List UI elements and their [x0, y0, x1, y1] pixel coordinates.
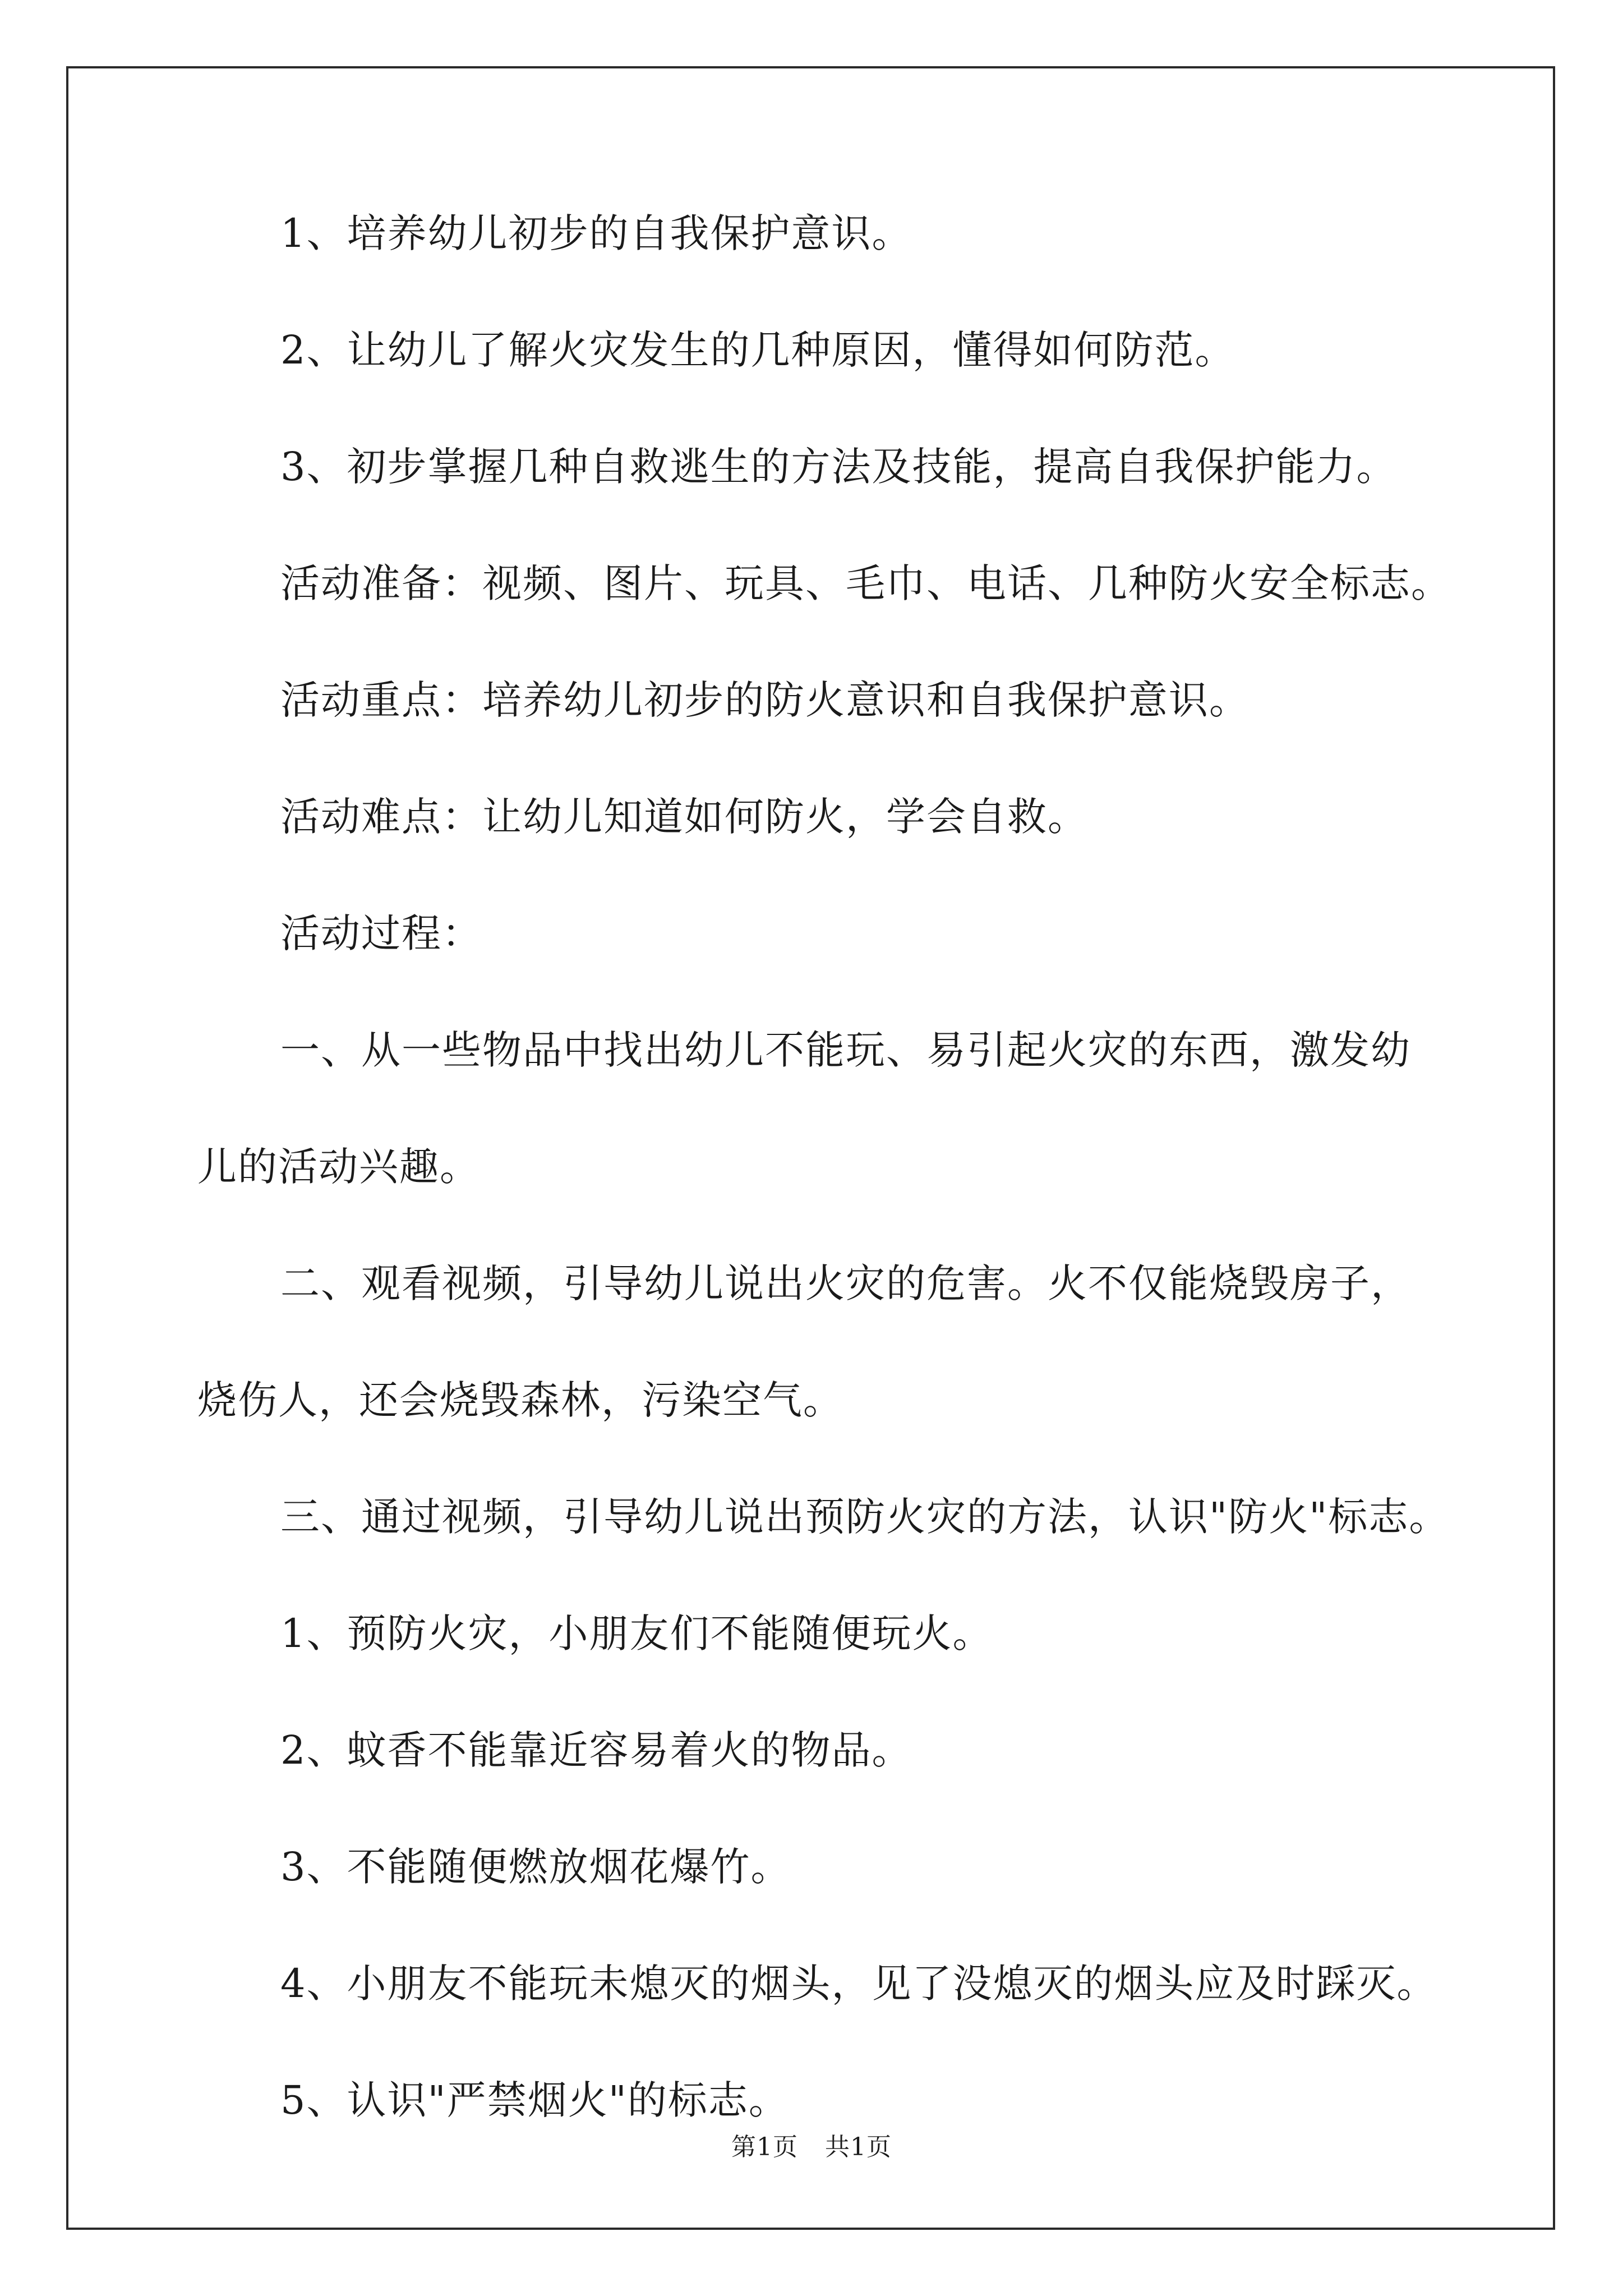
objective-3: 3、初步掌握几种自救逃生的方法及技能，提高自我保护能力。: [280, 444, 1397, 490]
activity-key-point: 活动重点：培养幼儿初步的防火意识和自我保护意识。: [280, 677, 1249, 723]
rule-2: 2、蚊香不能靠近容易着火的物品。: [280, 1727, 912, 1773]
activity-preparation: 活动准备：视频、图片、玩具、毛巾、电话、几种防火安全标志。: [280, 560, 1451, 606]
rule-4: 4、小朋友不能玩未熄灭的烟头，见了没熄灭的烟头应及时踩灭。: [280, 1961, 1437, 2007]
document-body: [197, 209, 1459, 2192]
step-2-line-1: 二、观看视频，引导幼儿说出火灾的危害。火不仅能烧毁房子，: [280, 1260, 1411, 1306]
page-footer: [0, 2132, 1623, 2163]
step-1-line-1: 一、从一些物品中找出幼儿不能玩、易引起火灾的东西，激发幼: [280, 1027, 1411, 1073]
objective-1: 1、培养幼儿初步的自我保护意识。: [280, 210, 912, 256]
step-2-line-2: 烧伤人，还会烧毁森林，污染空气。: [197, 1377, 843, 1423]
objective-2: 2、让幼儿了解火灾发生的几种原因，懂得如何防范。: [280, 327, 1235, 373]
rule-3: 3、不能随便燃放烟花爆竹。: [280, 1844, 791, 1890]
step-1-line-2: 儿的活动兴趣。: [197, 1144, 480, 1190]
activity-difficulty: 活动难点：让幼儿知道如何防火，学会自救。: [280, 794, 1088, 840]
page-number: 第1页: [731, 2133, 798, 2161]
rule-5: 5、认识"严禁烟火"的标志。: [280, 2077, 789, 2123]
step-3: 三、通过视频，引导幼儿说出预防火灾的方法，认识"防火"标志。: [280, 1494, 1450, 1540]
page-total: 共1页: [825, 2133, 892, 2161]
activity-process-heading: 活动过程：: [280, 910, 482, 956]
rule-1: 1、预防火灾，小朋友们不能随便玩火。: [280, 1611, 993, 1657]
